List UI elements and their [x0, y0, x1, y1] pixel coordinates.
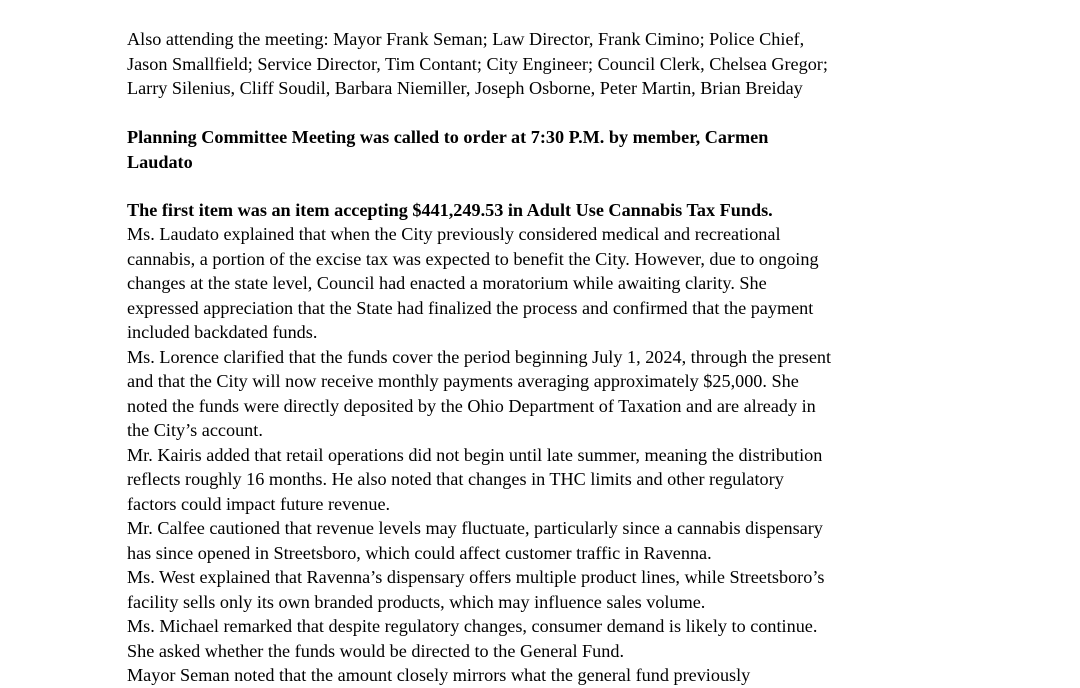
- discussion-text: [127, 222, 957, 688]
- call-to-order-line: Planning Committee Meeting was called to order at 7:30 P.M. by member, Carmen: [127, 127, 769, 147]
- discussion-line: facility sells only its own branded products, which may influence sales volume.: [127, 591, 706, 612]
- attending-line: Larry Silenius, Cliff Soudil, Barbara Niemiller, Joseph Osborne, Peter Martin, Brian Breiday: [127, 78, 803, 98]
- first-item-heading: [127, 198, 957, 223]
- discussion-line: factors could impact future revenue.: [127, 493, 391, 514]
- attending-paragraph: [127, 27, 957, 101]
- discussion-line: Ms. West explained that Ravenna’s dispensary offers multiple product lines, while Streetsboro’s: [127, 567, 825, 587]
- discussion-line: noted the funds were directly deposited by the Ohio Department of Taxation and are already in: [127, 395, 816, 416]
- discussion-line: Ms. Lorence clarified that the funds cover the period beginning July 1, 2024, through the present: [127, 346, 832, 367]
- discussion-line: Mr. Kairis added that retail operations did not begin until late summer, meaning the distribution: [127, 444, 823, 465]
- call-to-order-line: Laudato: [127, 151, 193, 172]
- discussion-line: Mayor Seman noted that the amount closely mirrors what the general fund previously: [127, 665, 751, 685]
- discussion-line: and that the City will now receive monthly payments averaging approximately $25,000. She: [127, 371, 799, 391]
- discussion-line: expressed appreciation that the State had finalized the process and confirmed that the payment: [127, 297, 814, 318]
- discussion-line: the City’s account.: [127, 420, 263, 440]
- attending-line: Jason Smallfield; Service Director, Tim Contant; City Engineer; Council Clerk, Chelsea Gregor;: [127, 53, 828, 74]
- discussion-line: included backdated funds.: [127, 322, 318, 342]
- cut-off-top-line: [127, 0, 132, 12]
- discussion-line: Mr. Calfee cautioned that revenue levels may fluctuate, particularly since a cannabis dispensary: [127, 518, 823, 538]
- discussion-line: has since opened in Streetsboro, which could affect customer traffic in Ravenna.: [127, 542, 712, 563]
- discussion-line: changes at the state level, Council had enacted a moratorium while awaiting clarity. She: [127, 273, 767, 293]
- call-to-order-heading: [127, 125, 957, 174]
- discussion-line: She asked whether the funds would be directed to the General Fund.: [127, 640, 624, 661]
- discussion-line: Ms. Laudato explained that when the City previously considered medical and recreational: [127, 224, 781, 244]
- first-item-heading-line: The first item was an item accepting $441,249.53 in Adult Use Cannabis Tax Funds.: [127, 200, 773, 220]
- discussion-line: Ms. Michael remarked that despite regulatory changes, consumer demand is likely to continue.: [127, 616, 818, 636]
- discussion-line: reflects roughly 16 months. He also noted that changes in THC limits and other regulatory: [127, 469, 784, 489]
- discussion-line: cannabis, a portion of the excise tax was expected to benefit the City. However, due to ongoing: [127, 248, 819, 269]
- attending-line: Also attending the meeting: Mayor Frank Seman; Law Director, Frank Cimino; Police Chief,: [127, 29, 805, 49]
